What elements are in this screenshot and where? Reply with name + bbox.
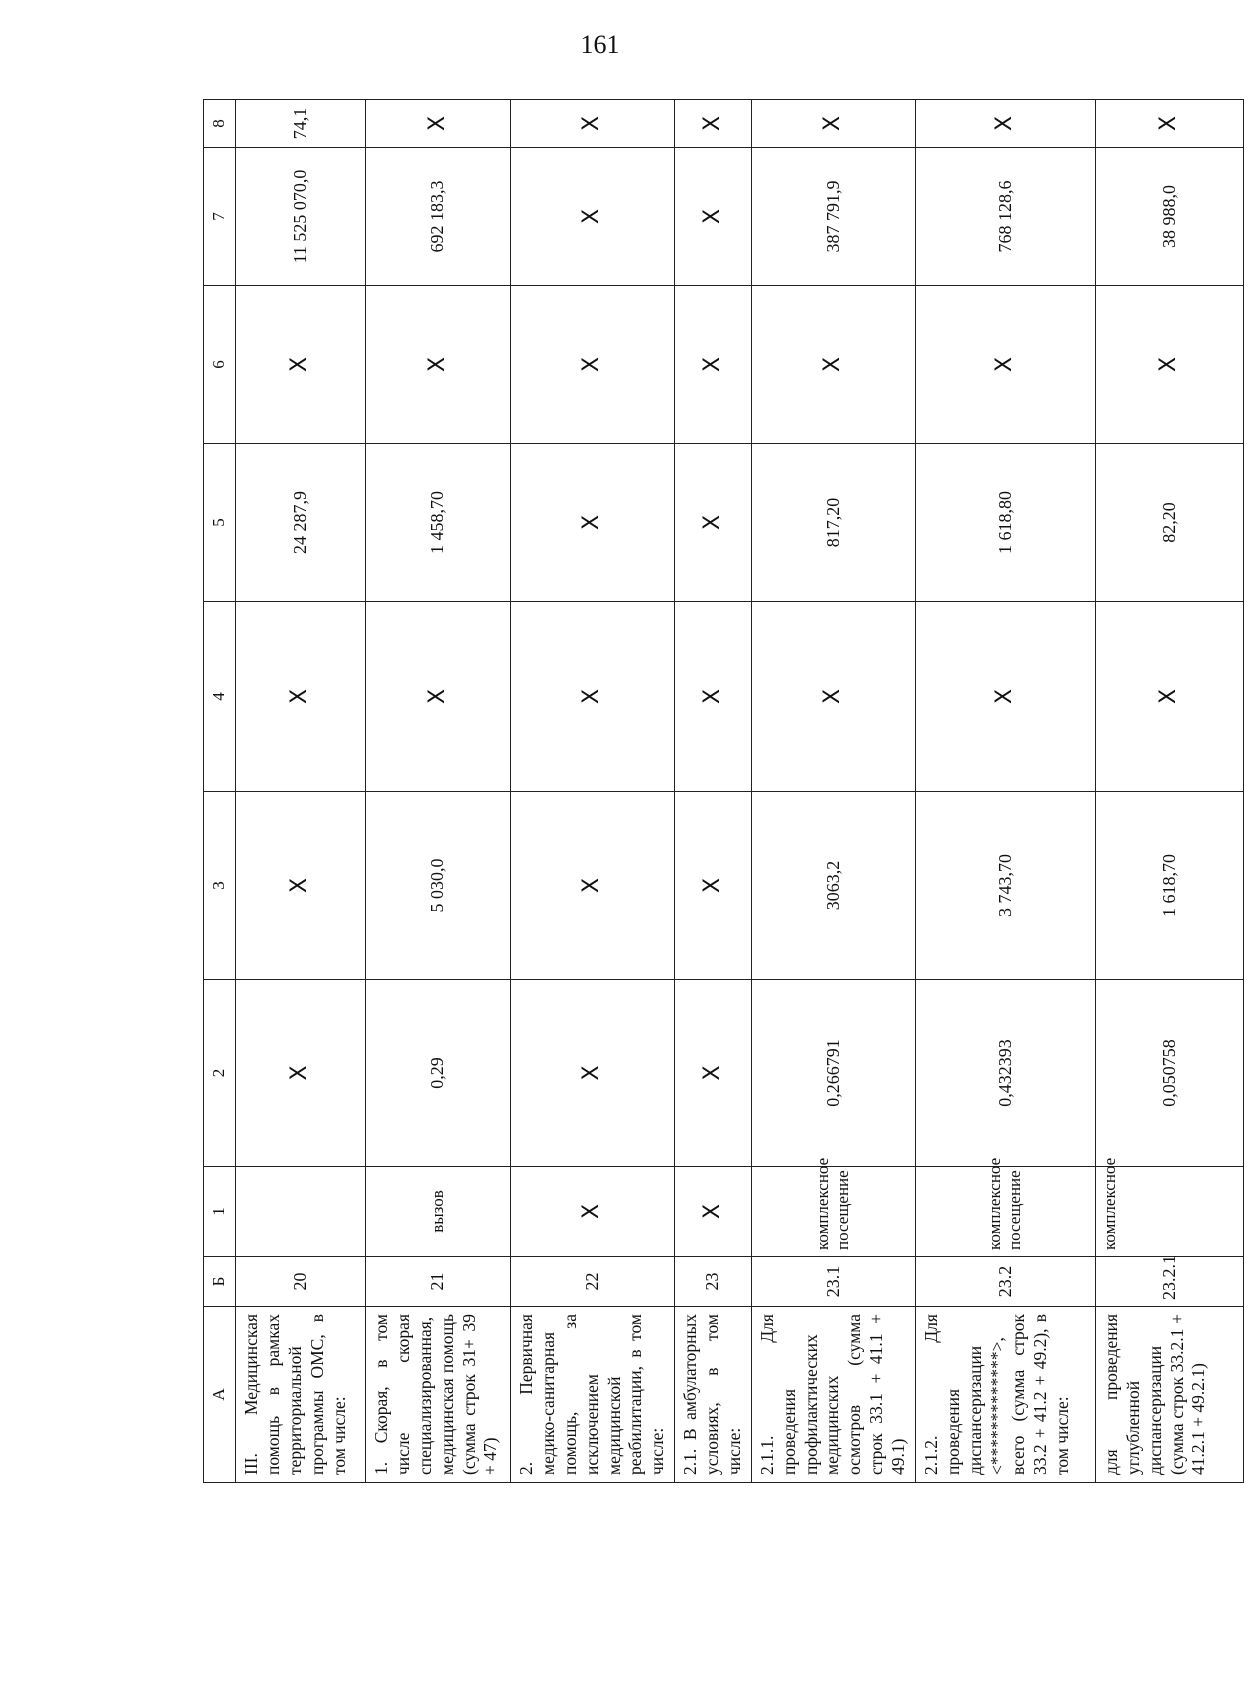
- table-row: [236, 100, 366, 1483]
- row-unit: [236, 1167, 366, 1257]
- cell-col8: 74,1: [236, 100, 366, 148]
- cell-col6: Х: [1095, 286, 1243, 444]
- cell-col3: 5 030,0: [366, 792, 511, 980]
- table-row: [1095, 100, 1243, 1483]
- row-name: 2. Первичная медико-санитарная помощь, за исключением медицинской реабилитации, в том числе:: [511, 1307, 675, 1483]
- cell-col6: Х: [511, 286, 675, 444]
- cell-col3: Х: [511, 792, 675, 980]
- cell-col4: Х: [236, 602, 366, 792]
- row-name: 2.1. В амбулаторных условиях, в том числе:: [675, 1307, 752, 1483]
- cell-col5: 817,20: [751, 444, 915, 602]
- table-row: [366, 100, 511, 1483]
- row-code: 23.2.1: [1095, 1257, 1243, 1307]
- cell-col4: Х: [751, 602, 915, 792]
- row-unit: Х: [511, 1167, 675, 1257]
- cell-col4: Х: [1095, 602, 1243, 792]
- table-frame: [203, 100, 1209, 1483]
- cell-col5: 1 618,80: [915, 444, 1095, 602]
- cell-col7: 387 791,9: [751, 148, 915, 286]
- cell-col4: Х: [675, 602, 752, 792]
- row-code: 22: [511, 1257, 675, 1307]
- cell-col7: 38 988,0: [1095, 148, 1243, 286]
- row-unit: вызов: [366, 1167, 511, 1257]
- cell-col5: 24 287,9: [236, 444, 366, 602]
- cell-col6: Х: [366, 286, 511, 444]
- cell-col4: Х: [915, 602, 1095, 792]
- cell-col3: Х: [675, 792, 752, 980]
- row-name: 1. Скорая, в том числе скорая специализированная, медицинская помощь (сумма строк 31+ 39 + 47): [366, 1307, 511, 1483]
- cell-col2: Х: [675, 980, 752, 1167]
- cell-col2: Х: [236, 980, 366, 1167]
- col-header-7: 7: [204, 148, 236, 286]
- col-header-3: 3: [204, 792, 236, 980]
- row-name: 2.1.1. Для проведения профилактических медицинских осмотров (сумма строк 33.1 + 41.1 + 49.1): [751, 1307, 915, 1483]
- row-code: 23: [675, 1257, 752, 1307]
- cell-col6: Х: [751, 286, 915, 444]
- cell-col8: Х: [511, 100, 675, 148]
- cell-col6: Х: [675, 286, 752, 444]
- cell-col4: Х: [366, 602, 511, 792]
- row-name: 2.1.2. Для проведения диспансеризации <*************>, всего (сумма строк 33.2 + 41.2 + 49.2), в том числе:: [915, 1307, 1095, 1483]
- cell-col3: 3063,2: [751, 792, 915, 980]
- row-name: III. Медицинская помощь в рамках территориальной программы ОМС, в том числе:: [236, 1307, 366, 1483]
- row-unit: Х: [675, 1167, 752, 1257]
- cell-col2: 0,050758: [1095, 980, 1243, 1167]
- cell-col8: Х: [915, 100, 1095, 148]
- row-code: 21: [366, 1257, 511, 1307]
- cell-col5: Х: [511, 444, 675, 602]
- col-header-b: Б: [204, 1257, 236, 1307]
- rotated-table-container: [203, 100, 1209, 1483]
- cell-col8: Х: [366, 100, 511, 148]
- cell-col2: 0,266791: [751, 980, 915, 1167]
- cell-col2: 0,29: [366, 980, 511, 1167]
- cell-col8: Х: [751, 100, 915, 148]
- table-row: [751, 100, 915, 1483]
- table-row: [915, 100, 1095, 1483]
- cell-col3: 3 743,70: [915, 792, 1095, 980]
- cell-col2: Х: [511, 980, 675, 1167]
- cell-col4: Х: [511, 602, 675, 792]
- cell-col8: Х: [1095, 100, 1243, 148]
- col-header-a: А: [204, 1307, 236, 1483]
- col-header-4: 4: [204, 602, 236, 792]
- cell-col8: Х: [675, 100, 752, 148]
- col-header-1: 1: [204, 1167, 236, 1257]
- cell-col6: Х: [236, 286, 366, 444]
- financing-table: [203, 99, 1244, 1483]
- page-number: 161: [580, 30, 620, 59]
- cell-col5: Х: [675, 444, 752, 602]
- table-row: [675, 100, 752, 1483]
- row-unit: комплексное посещение: [915, 1167, 1095, 1257]
- row-code: 23.1: [751, 1257, 915, 1307]
- row-unit: комплексное: [1095, 1167, 1243, 1257]
- cell-col7: 11 525 070,0: [236, 148, 366, 286]
- col-header-6: 6: [204, 286, 236, 444]
- cell-col3: Х: [236, 792, 366, 980]
- cell-col5: 82,20: [1095, 444, 1243, 602]
- col-header-2: 2: [204, 980, 236, 1167]
- table-row: [511, 100, 675, 1483]
- cell-col5: 1 458,70: [366, 444, 511, 602]
- cell-col6: Х: [915, 286, 1095, 444]
- col-header-8: 8: [204, 100, 236, 148]
- cell-col2: 0,432393: [915, 980, 1095, 1167]
- cell-col7: Х: [675, 148, 752, 286]
- cell-col7: 768 128,6: [915, 148, 1095, 286]
- header-row: [204, 100, 236, 1483]
- col-header-5: 5: [204, 444, 236, 602]
- cell-col3: 1 618,70: [1095, 792, 1243, 980]
- row-code: 23.2: [915, 1257, 1095, 1307]
- cell-col7: Х: [511, 148, 675, 286]
- cell-col7: 692 183,3: [366, 148, 511, 286]
- row-unit: комплексное посещение: [751, 1167, 915, 1257]
- row-code: 20: [236, 1257, 366, 1307]
- row-name: для проведения углубленной диспансеризации (сумма строк 33.2.1 + 41.2.1 + 49.2.1): [1095, 1307, 1243, 1483]
